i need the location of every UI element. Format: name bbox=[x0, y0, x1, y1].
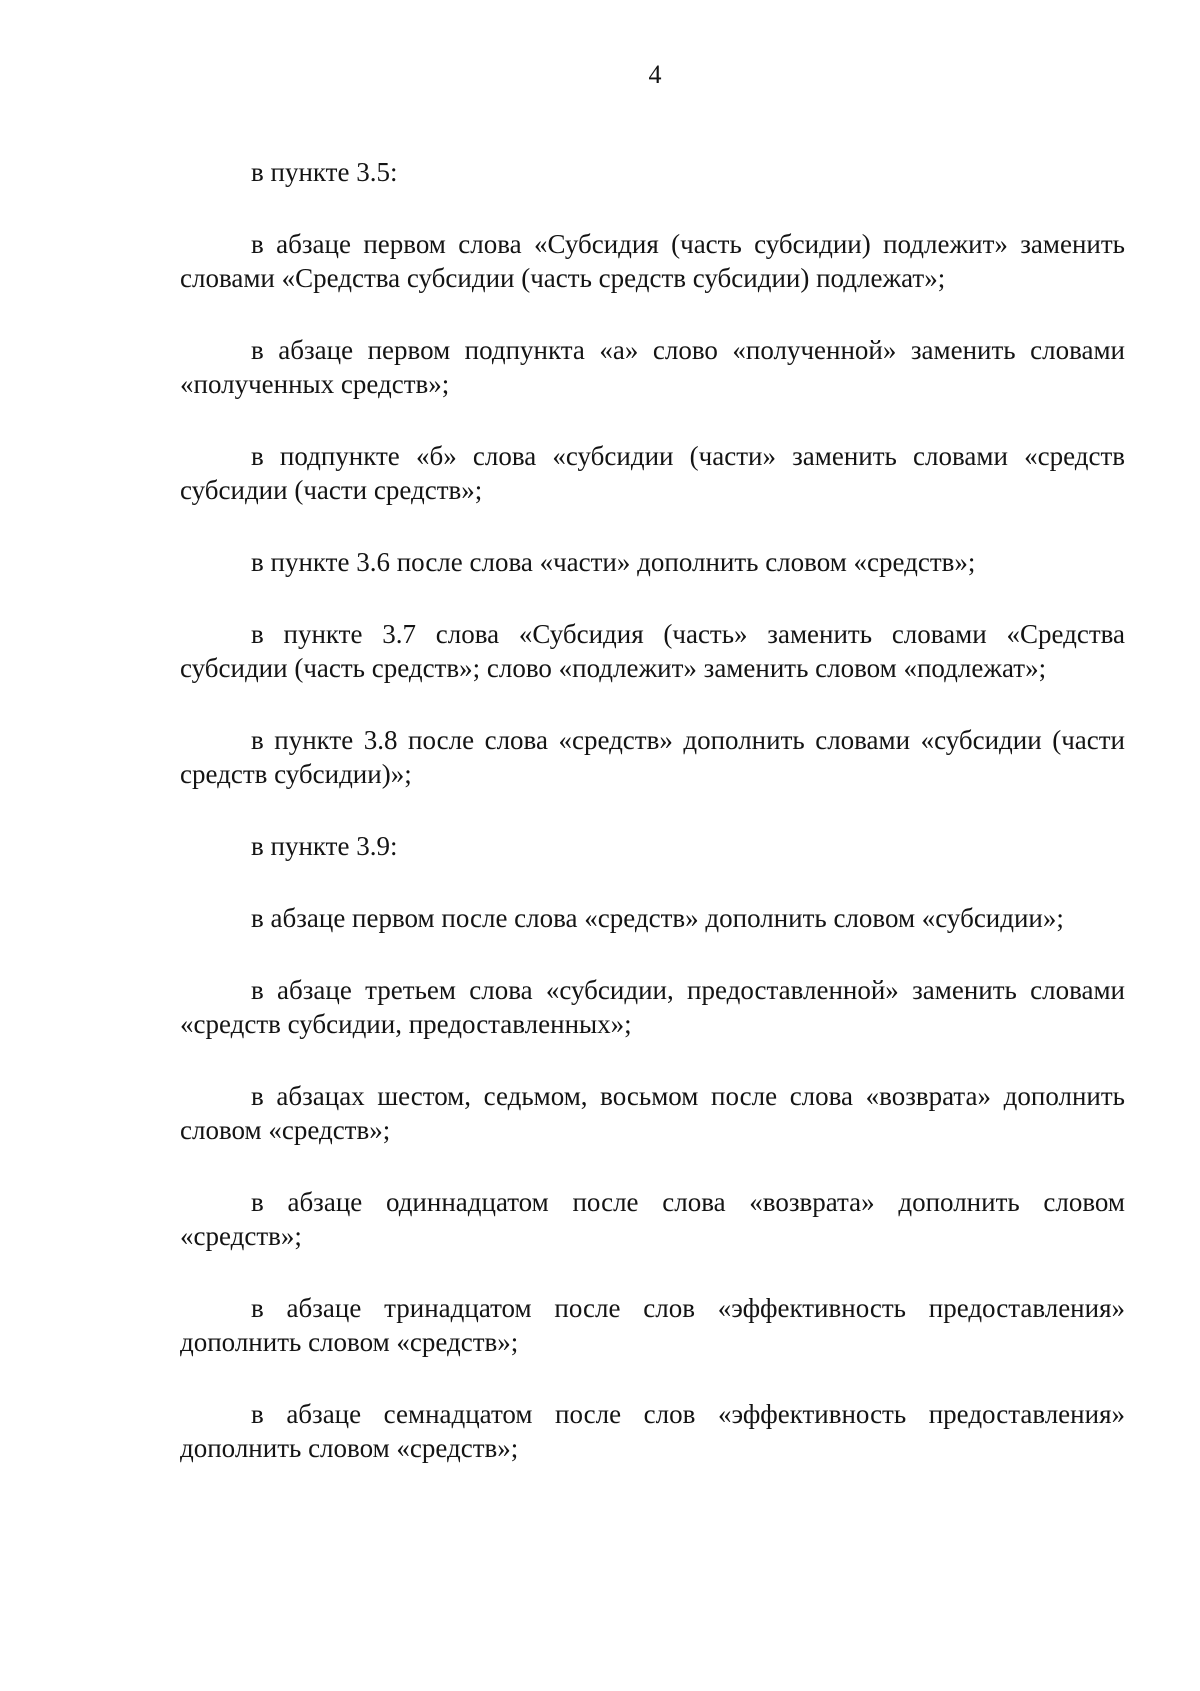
page-number: 4 bbox=[648, 60, 662, 89]
paragraph: в абзаце семнадцатом после слов «эффективность предоставления» дополнить словом «средств»; bbox=[180, 1399, 1125, 1463]
document-body bbox=[180, 155, 1125, 1503]
paragraph: в абзаце третьем слова «субсидии, предоставленной» заменить словами «средств субсидии, предоставленных»; bbox=[180, 975, 1125, 1039]
paragraph: в абзаце первом подпункта «а» слово «полученной» заменить словами «полученных средств»; bbox=[180, 335, 1125, 399]
paragraph: в пункте 3.9: bbox=[251, 831, 398, 861]
paragraph: в абзаце первом после слова «средств» дополнить словом «субсидии»; bbox=[251, 903, 1064, 933]
paragraph: в абзаце тринадцатом после слов «эффективность предоставления» дополнить словом «средств»; bbox=[180, 1293, 1125, 1357]
paragraph: в подпункте «б» слова «субсидии (части» заменить словами «средств субсидии (части средств»; bbox=[180, 441, 1125, 505]
paragraph: в абзаце первом слова «Субсидия (часть субсидии) подлежит» заменить словами «Средства субсидии (часть средств субсидии) подлежат»; bbox=[180, 229, 1125, 293]
paragraph: в пункте 3.6 после слова «части» дополнить словом «средств»; bbox=[251, 547, 976, 577]
paragraph: в пункте 3.5: bbox=[251, 157, 398, 187]
paragraph: в абзацах шестом, седьмом, восьмом после слова «возврата» дополнить словом «средств»; bbox=[180, 1081, 1125, 1145]
paragraph: в абзаце одиннадцатом после слова «возврата» дополнить словом «средств»; bbox=[180, 1187, 1125, 1251]
paragraph: в пункте 3.7 слова «Субсидия (часть» заменить словами «Средства субсидии (часть средств»; слово «подлежит» заменить словом «подлежат»; bbox=[180, 619, 1125, 683]
paragraph: в пункте 3.8 после слова «средств» дополнить словами «субсидии (части средств субсидии)»; bbox=[180, 725, 1125, 789]
